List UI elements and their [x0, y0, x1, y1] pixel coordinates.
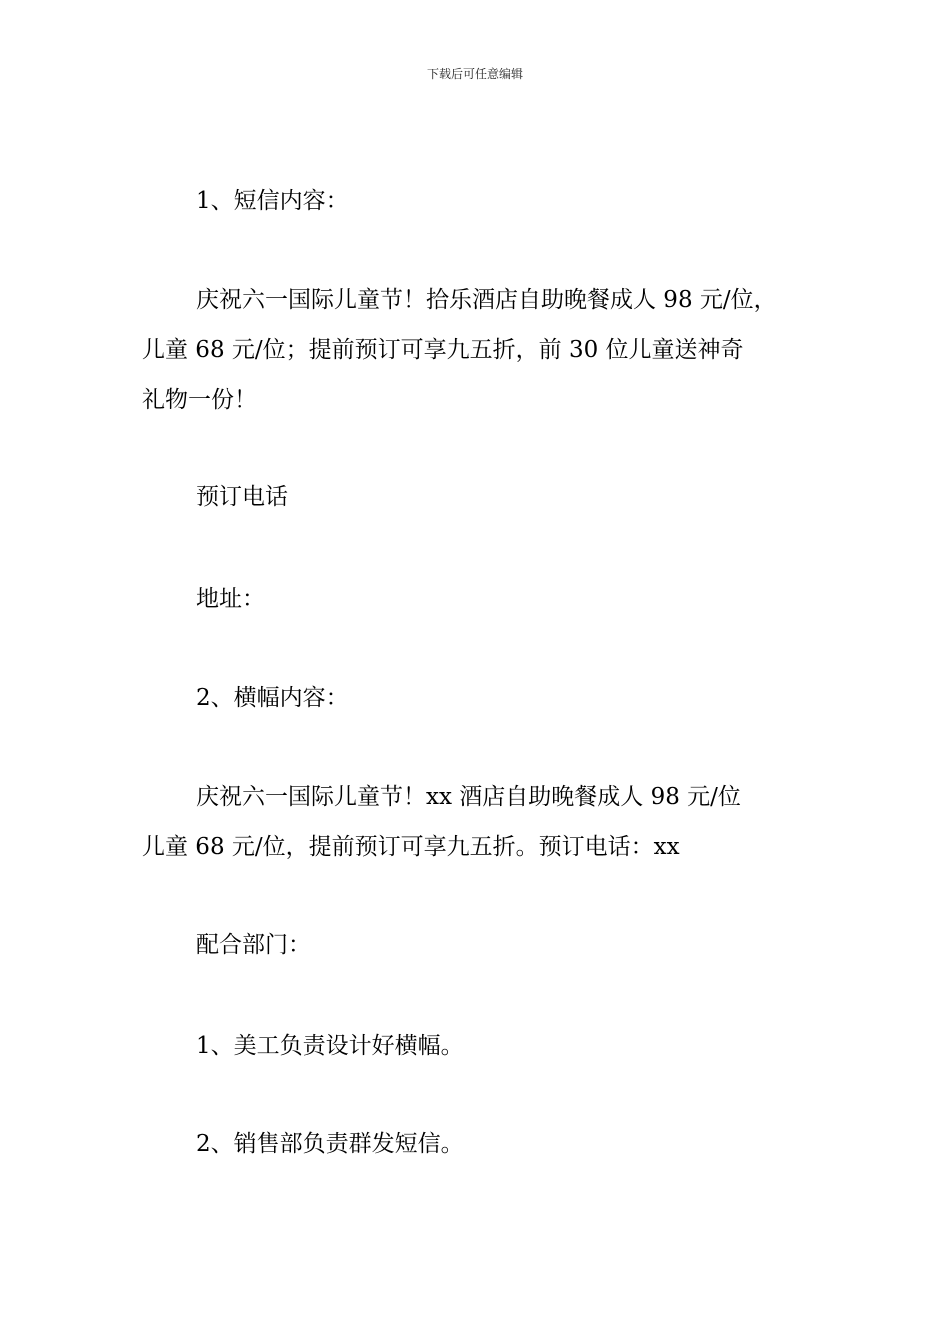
- sms-line-2: 儿童 68 元/位；提前预订可享九五折，前 30 位儿童送神奇: [142, 337, 744, 363]
- department-item-2: 2、销售部负责群发短信。: [196, 1131, 464, 1157]
- address-line: 地址：: [196, 586, 265, 612]
- sms-content-paragraph: [142, 275, 842, 425]
- banner-line-1: 庆祝六一国际儿童节！xx 酒店自助晚餐成人 98 元/位: [196, 784, 741, 810]
- banner-line-2: 儿童 68 元/位，提前预订可享九五折。预订电话：xx: [142, 834, 680, 860]
- department-item-1: 1、美工负责设计好横幅。: [196, 1033, 464, 1059]
- sms-line-3: 礼物一份！: [142, 387, 257, 413]
- section2-heading: 2、横幅内容：: [196, 685, 349, 711]
- section1-heading: 1、短信内容：: [196, 188, 349, 214]
- header-note: 下载后可任意编辑: [426, 67, 523, 81]
- booking-phone-line: 预订电话: [196, 484, 288, 510]
- sms-line-1: 庆祝六一国际儿童节！拾乐酒店自助晚餐成人 98 元/位，: [196, 287, 777, 313]
- banner-content-paragraph: [142, 772, 842, 872]
- departments-heading: 配合部门：: [196, 932, 311, 958]
